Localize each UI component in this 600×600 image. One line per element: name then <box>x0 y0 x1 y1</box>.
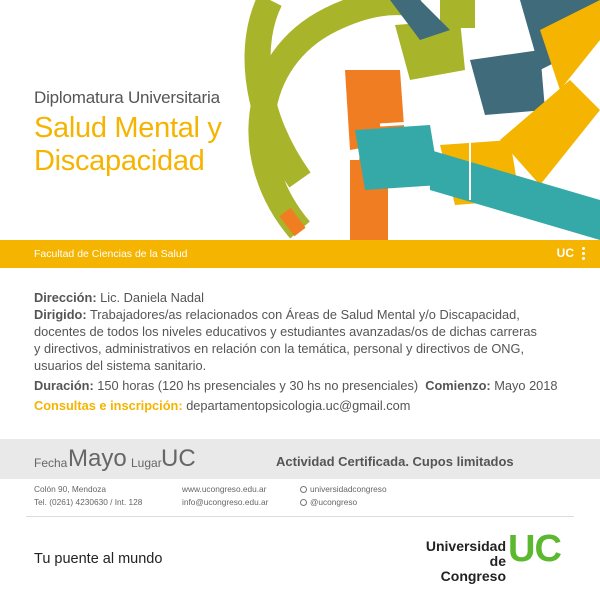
address-line2: Tel. (0261) 4230630 / Int. 128 <box>34 497 143 507</box>
title-block <box>34 88 264 178</box>
band-uc-logo: UC <box>556 246 574 260</box>
facebook-row[interactable] <box>300 483 387 496</box>
lugar-value: UC <box>161 445 196 472</box>
social-block <box>300 483 387 509</box>
main-title-line2: Discapacidad <box>34 145 205 177</box>
divider <box>26 516 574 517</box>
program-details <box>34 290 584 415</box>
university-line2: de Congreso <box>440 553 506 584</box>
duracion-row <box>34 378 584 394</box>
consultas-email[interactable]: departamentopsicologia.uc@gmail.com <box>186 398 411 413</box>
dirigido-line4: usuarios del sistema sanitario. <box>34 358 207 373</box>
comienzo-value: Mayo 2018 <box>494 378 558 393</box>
email-link[interactable]: info@ucongreso.edu.ar <box>182 497 269 507</box>
dirigido-row <box>34 307 584 323</box>
twitter-row[interactable] <box>300 496 387 509</box>
university-name <box>424 539 506 584</box>
facebook-handle: universidadcongreso <box>310 484 387 494</box>
pre-title: Diplomatura Universitaria <box>34 88 220 107</box>
dirigido-line3: y directivos, administrativos en relación con la temática, personal y directivos de ONG, <box>34 341 525 356</box>
duracion-value: 150 horas (120 hs presenciales y 30 hs no presenciales) <box>97 378 419 393</box>
direccion-value: Lic. Daniela Nadal <box>100 290 205 305</box>
dirigido-label: Dirigido: <box>34 307 87 322</box>
faculty-label: Facultad de Ciencias de la Salud <box>34 248 188 260</box>
direccion-row <box>34 290 584 306</box>
certificado-text: Actividad Certificada. Cupos limitados <box>276 454 514 469</box>
fecha-value: Mayo <box>68 445 127 472</box>
event-bar <box>0 439 600 479</box>
consultas-row <box>34 398 584 414</box>
address-block <box>34 483 142 509</box>
facebook-icon <box>300 486 307 493</box>
university-line1: Universidad <box>425 538 506 554</box>
web-link[interactable]: www.ucongreso.edu.ar <box>182 484 267 494</box>
duracion-label: Duración: <box>34 378 94 393</box>
faculty-band <box>0 240 600 268</box>
uc-logo: UC <box>508 528 561 570</box>
main-title-line1: Salud Mental y <box>34 112 222 144</box>
consultas-label: Consultas e inscripción: <box>34 398 183 413</box>
twitter-handle: @ucongreso <box>310 497 358 507</box>
hero-section <box>0 0 600 240</box>
direccion-label: Dirección: <box>34 290 97 305</box>
twitter-icon <box>300 499 307 506</box>
main-title <box>34 112 264 178</box>
dots-icon <box>582 247 585 262</box>
dirigido-line1: Trabajadores/as relacionados con Áreas de Salud Mental y/o Discapacidad, <box>89 307 520 322</box>
dirigido-line2: docentes de todos los niveles educativos y estudiantes avanzadas/os de dichas carreras <box>34 324 537 339</box>
lugar-label: Lugar <box>131 456 162 470</box>
fecha-label: Fecha <box>34 456 68 470</box>
comienzo-label: Comienzo: <box>425 378 491 393</box>
web-block <box>182 483 268 509</box>
address-line1: Colón 90, Mendoza <box>34 484 106 494</box>
tagline: Tu puente al mundo <box>34 551 163 567</box>
